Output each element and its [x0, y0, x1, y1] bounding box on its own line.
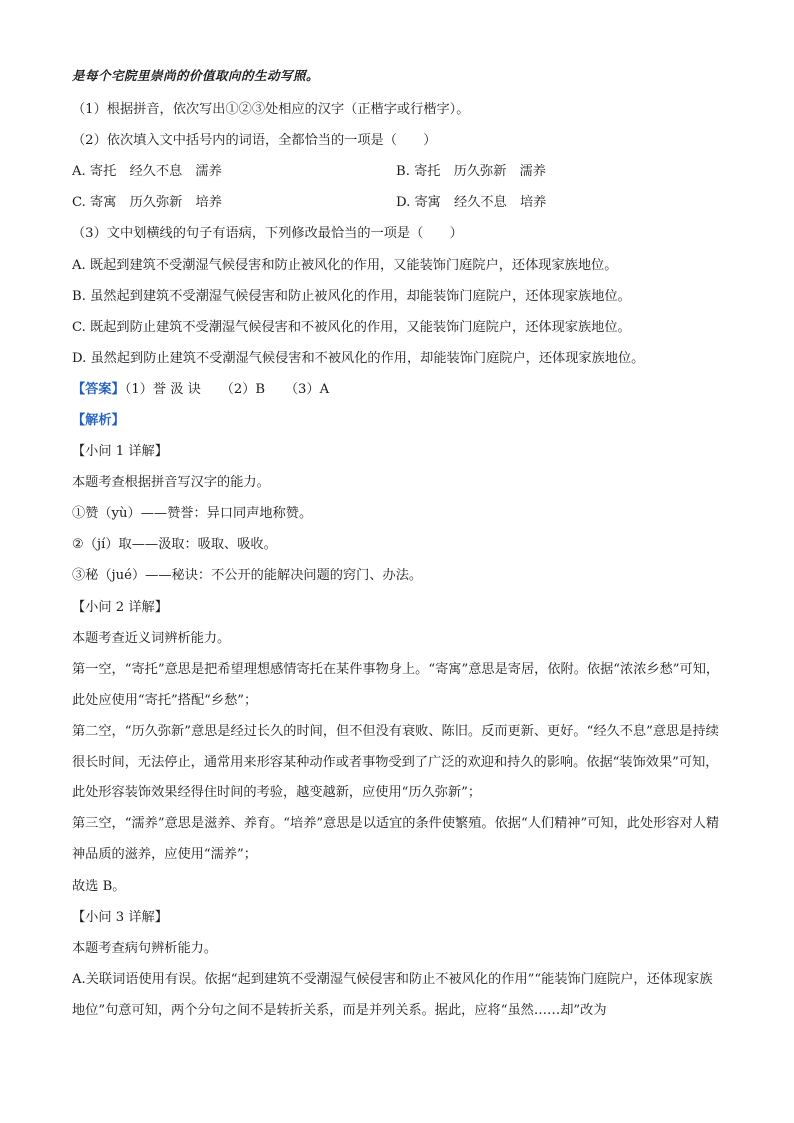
q2-option-a: A. 寄托 经久不息 濡养	[72, 164, 222, 179]
sub1-heading: 【小问 1 详解】	[72, 444, 168, 459]
question-3: （3）文中划横线的句子有语病，下列修改最恰当的一项是（ ）	[72, 226, 463, 241]
sub2-paragraph-3: 第三空，“濡养”意思是滋养、养育。“培养”意思是以适宜的条件使繁殖。依据“人们精神”可知，此处形容对人精神品质的滋养，应使用“濡养”；	[72, 816, 720, 862]
sub3-paragraph-1: A.关联词语使用有误。依据“起到建筑不受潮湿气候侵害和防止不被风化的作用”“能装饰门庭院户，还体现家族地位”句意可知，两个分句之间不是转折关系，而是并列关系。据此，应将“虽然……却”改为	[72, 972, 713, 1018]
sub2-heading: 【小问 2 详解】	[72, 600, 168, 615]
sub2-paragraph-2: 第二空，“历久弥新”意思是经过长久的时间，但不但没有衰败、陈旧。反而更新、更好。“经久不息”意思是持续很长时间，无法停止，通常用来形容某种动作或者事物受到了广泛的欢迎和持久的影响。依据“装饰效果”可知，此处形容装饰效果经得住时间的考验，越变越新，应使用“历久弥新”；	[72, 724, 719, 800]
q3-option-c: C. 既起到防止建筑不受潮湿气候侵害和不被风化的作用，又能装饰门庭院户，还体现家族地位。	[72, 320, 631, 335]
sub1-item-2: ②（jí）取——汲取：吸取、吸收。	[72, 537, 277, 552]
q2-option-d: D. 寄寓 经久不息 培养	[396, 195, 547, 210]
sub2-paragraph-1: 第一空，“寄托”意思是把希望理想感情寄托在某件事物身上。“寄寓”意思是寄居，依附。依据“浓浓乡愁”可知，此处应使用“寄托”搭配“乡愁”；	[72, 662, 720, 708]
q3-option-a: A. 既起到建筑不受潮湿气候侵害和防止被风化的作用，又能装饰门庭院户，还体现家族地位。	[72, 258, 618, 273]
sub1-intro: 本题考查根据拼音写汉字的能力。	[72, 475, 270, 490]
answer-tag: 【答案】	[72, 382, 125, 397]
answer-line	[72, 380, 722, 400]
q2-option-c: C. 寄寓 历久弥新 培养	[72, 195, 222, 210]
sub3-intro: 本题考查病句辨析能力。	[72, 941, 218, 956]
sub3-heading: 【小问 3 详解】	[72, 910, 168, 925]
sub2-intro: 本题考查近义词辨析能力。	[72, 631, 231, 646]
q2-option-b: B. 寄托 历久弥新 濡养	[396, 164, 546, 179]
analysis-tag: 【解析】	[72, 413, 125, 428]
question-2: （2）依次填入文中括号内的词语，全都恰当的一项是（ ）	[72, 133, 437, 148]
q3-option-b: B. 虽然起到建筑不受潮湿气候侵害和防止被风化的作用，却能装饰门庭院户，还体现家族地位。	[72, 289, 631, 304]
lead-line: 是每个宅院里崇尚的价值取向的生动写照。	[72, 68, 320, 83]
q3-option-d: D. 虽然起到防止建筑不受潮湿气候侵害和不被风化的作用，却能装饰门庭院户，还体现家族地位。	[72, 351, 645, 366]
sub1-item-1: ①赞（yù）——赞誉：异口同声地称赞。	[72, 506, 313, 521]
sub2-conclusion: 故选 B。	[72, 879, 126, 894]
question-1: （1）根据拼音，依次写出①②③处相应的汉字（正楷字或行楷字）。	[72, 102, 470, 117]
sub1-item-3: ③秘（jué）——秘诀：不公开的能解决问题的窍门、办法。	[72, 568, 423, 583]
answer-text: （1）誉 汲 诀 （2）B （3）A	[124, 382, 330, 397]
